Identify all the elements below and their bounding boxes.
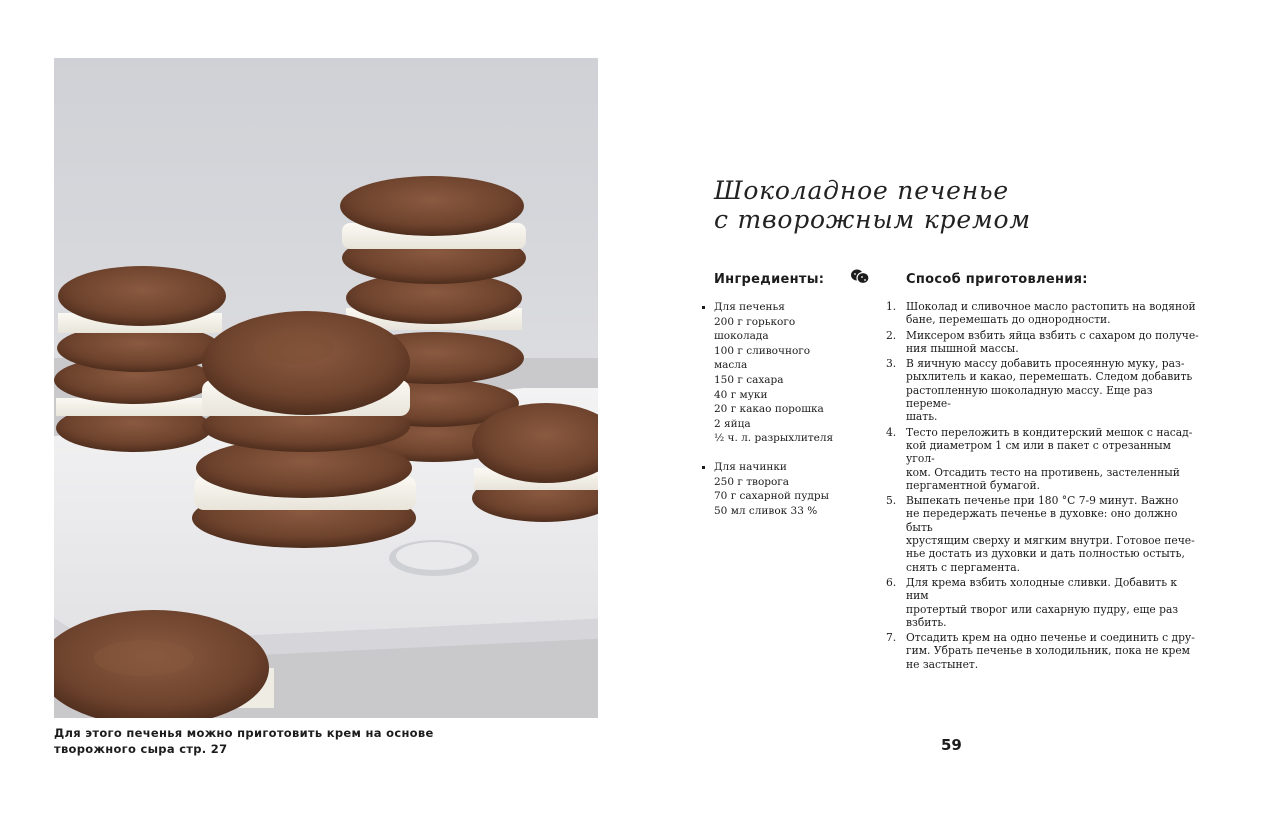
step-number: 5. [886,494,897,508]
method-step [880,631,1200,671]
recipe-title-line-2: с творожным кремом [714,205,1031,234]
step-line: рыхлитель и какао, перемешать. Следом добавить [906,370,1193,384]
step-line: растопленную шоколадную массу. Еще раз переме- [906,383,1153,411]
cookie-icon [850,267,870,285]
step-line: не застынет. [906,657,979,671]
recipe-photo [54,58,598,718]
method-step [880,426,1200,492]
step-line: ния пышной массы. [906,341,1019,355]
ingredient-item: 50 мл сливок 33 % [714,504,818,517]
step-line: хрустящим сверху и мягким внутри. Готовое пече- [906,534,1195,548]
step-line: снять с пергамента. [906,560,1021,574]
step-line: шать. [906,410,938,424]
ingredient-group-name: Для печенья [700,300,850,315]
step-number: 2. [886,328,897,342]
recipe-title [714,176,1134,234]
step-line: ком. Отсадить тесто на противень, застеленный [906,465,1180,479]
step-line: Тесто переложить в кондитерский мешок с насад- [906,425,1193,439]
step-line: Отсадить крем на одно печенье и соединить с дру- [906,631,1195,645]
method-step [880,300,1200,327]
step-line: бане, перемешать до однородности. [906,313,1111,327]
step-line: Шоколад и сливочное масло растопить на водяной [906,300,1196,313]
ingredient-item: 40 г муки [714,388,768,401]
step-line: Выпекать печенье при 180 °С 7-9 минут. Важно [906,494,1179,508]
step-line: Миксером взбить яйца взбить с сахаром до получе- [906,328,1199,342]
step-line: кой диаметром 1 см или в пакет с отрезанным угол- [906,438,1171,466]
ingredient-item: масла [714,359,748,372]
ingredient-item: 20 г какао порошка [714,403,824,416]
recipe-title-line-1: Шоколадное печенье [714,176,1010,205]
cookie-sandwich-photo-icon [54,58,598,718]
ingredient-item: 2 яйца [714,417,751,430]
method-step [880,357,1200,423]
method-step [880,576,1200,629]
method-steps [880,300,1200,673]
step-line: пергаментной бумагой. [906,478,1040,492]
step-number: 4. [886,425,897,439]
ingredient-item: 100 г сливочного [714,344,811,357]
method-heading: Способ приготовления: [906,272,1088,287]
step-number: 6. [886,575,897,589]
ingredient-group-name: Для начинки [700,460,850,475]
ingredient-item: ½ ч. л. разрыхлителя [714,432,834,445]
method-step [880,329,1200,356]
step-line: Для крема взбить холодные сливки. Добавить к ним [906,575,1178,603]
step-line: взбить. [906,615,947,629]
page-number: 59 [941,736,962,754]
method-step [880,494,1200,574]
step-line: гим. Убрать печенье в холодильник, пока не крем [906,644,1190,658]
ingredient-item: 250 г творога [714,475,790,488]
step-line: нье достать из духовки и дать полностью остыть, [906,547,1185,561]
step-number: 1. [886,300,897,313]
ingredient-item: шоколада [714,330,769,343]
ingredient-item: 150 г сахара [714,373,784,386]
ingredients-heading: Ингредиенты: [714,272,825,287]
ingredient-item: 200 г горького [714,315,796,328]
ingredients-list [700,300,850,518]
step-number: 3. [886,357,897,371]
photo-caption: Для этого печенья можно приготовить крем на основе творожного сыра стр. 27 [54,726,434,756]
step-number: 7. [886,631,897,645]
step-line: протертый творог или сахарную пудру, еще раз [906,602,1179,616]
step-line: В яичную массу добавить просеянную муку, раз- [906,357,1185,371]
step-line: не передержать печенье в духовке: оно должно быть [906,507,1178,534]
ingredient-item: 70 г сахарной пудры [714,490,829,503]
